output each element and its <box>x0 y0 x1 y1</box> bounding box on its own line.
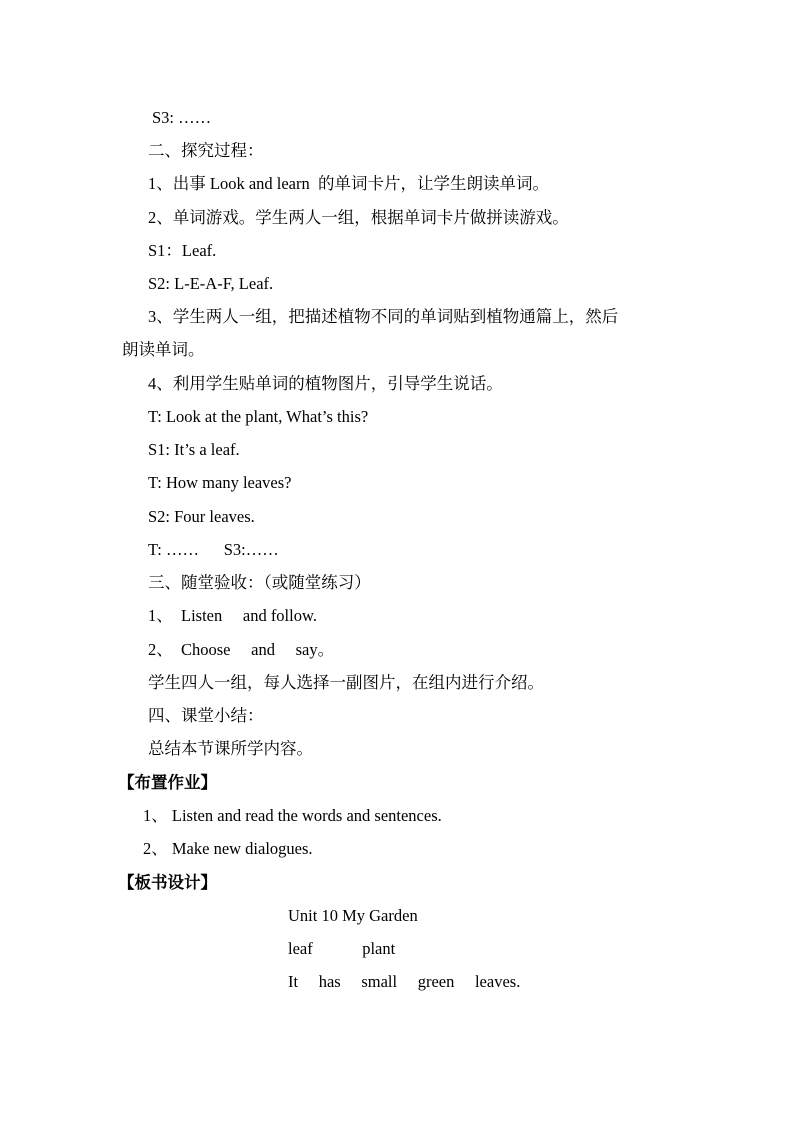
dialogue-line-s2b: S2: Four leaves. <box>148 507 255 526</box>
step-line-3-continued: 朗读单词。 <box>122 340 205 359</box>
section-heading-inquiry: 二、探究过程： <box>148 141 264 160</box>
dialogue-line-s1: S1：Leaf. <box>148 241 217 260</box>
board-unit-title: Unit 10 My Garden <box>288 906 418 925</box>
practice-item-1: 1、 Listen and follow. <box>148 606 317 625</box>
summary-text: 总结本节课所学内容。 <box>148 739 313 758</box>
dialogue-line-t3: T: …… S3:…… <box>148 540 279 559</box>
homework-heading: 【布置作业】 <box>118 773 217 792</box>
dialogue-line-s1b: S1: It’s a leaf. <box>148 440 240 459</box>
step-line-4: 4、利用学生贴单词的植物图片，引导学生说话。 <box>148 374 503 393</box>
board-vocabulary: leaf plant <box>288 939 396 958</box>
section-heading-practice: 三、随堂验收：（或随堂练习） <box>148 573 371 592</box>
dialogue-line-s2: S2: L-E-A-F, Leaf. <box>148 274 274 293</box>
step-line-3: 3、学生两人一组，把描述植物不同的单词贴到植物通篇上，然后 <box>148 307 619 326</box>
homework-item-2: 2、 Make new dialogues. <box>143 839 313 858</box>
dialogue-line-t2: T: How many leaves? <box>148 473 292 492</box>
practice-description: 学生四人一组，每人选择一副图片，在组内进行介绍。 <box>148 673 544 692</box>
dialogue-line-s3: S3: …… <box>152 108 212 127</box>
dialogue-line-t1: T: Look at the plant, What’s this? <box>148 407 369 426</box>
board-design-heading: 【板书设计】 <box>118 873 217 892</box>
step-line-2: 2、单词游戏。学生两人一组，根据单词卡片做拼读游戏。 <box>148 208 569 227</box>
section-heading-summary: 四、课堂小结： <box>148 706 264 725</box>
step-line-1: 1、出事 Look and learn 的单词卡片，让学生朗读单词。 <box>148 174 550 193</box>
board-sentence: It has small green leaves. <box>288 972 521 991</box>
homework-item-1: 1、 Listen and read the words and sentences. <box>143 806 442 825</box>
practice-item-2: 2、 Choose and say。 <box>148 640 335 659</box>
